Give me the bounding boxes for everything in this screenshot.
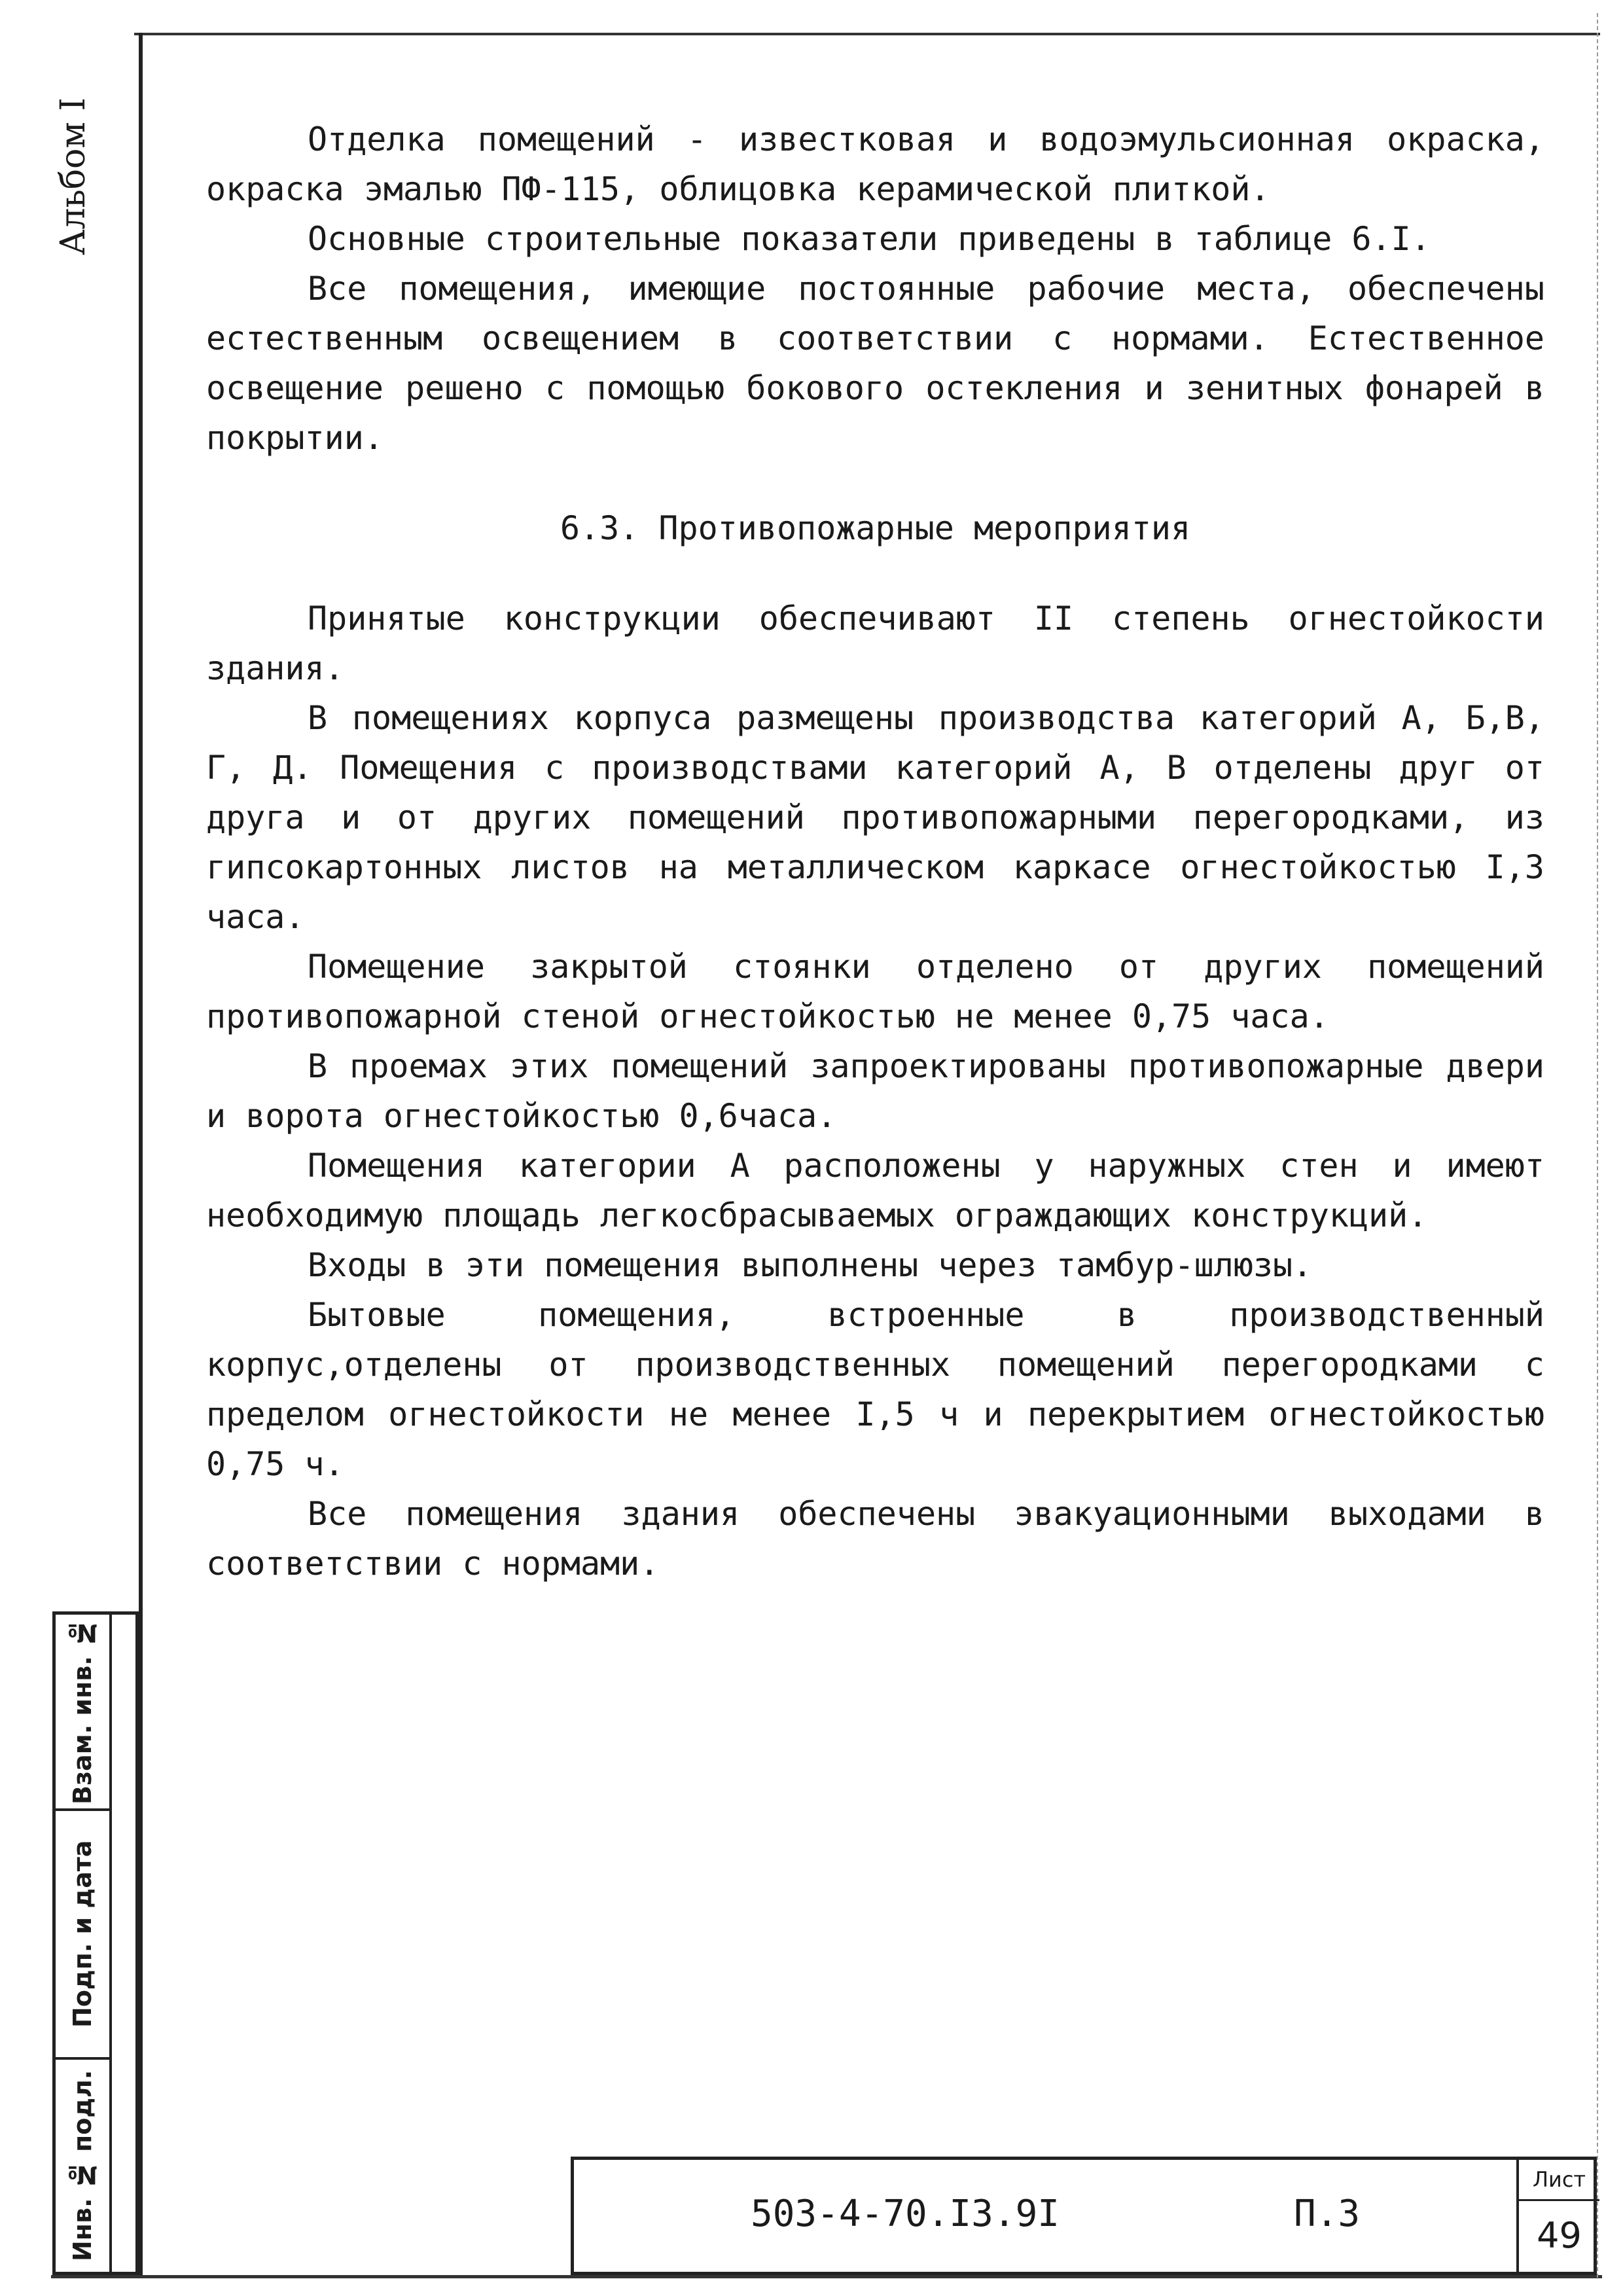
sheet-number: 49 [1537, 2215, 1582, 2256]
side-stamp-cell-vzam [56, 1615, 109, 1811]
sheet-box [1516, 2160, 1599, 2272]
album-label: Альбом I [54, 98, 93, 256]
paragraph: Принятые конструкции обеспечивают II степень огнестойкости здания. [206, 600, 1544, 687]
title-block [571, 2157, 1597, 2275]
document-body [206, 115, 1544, 1588]
paragraph: Бытовые помещения, встроенные в производственный корпус,отделены от производственных помещений перегородками с пределом огнестойкости не менее I,5 ч и перекрытием огнестойкостью 0,75 ч. [206, 1296, 1544, 1483]
side-stamp-divider [109, 1615, 112, 2272]
frame-right-edge [1597, 13, 1598, 2278]
side-stamp-podp-label: Подп. и дата [68, 1840, 97, 2028]
frame-top-line [134, 33, 1600, 35]
paragraph: Входы в эти помещения выполнены через тамбур-шлюзы. [308, 1246, 1313, 1284]
paragraph: Помещения категории А расположены у наружных стен и имеют необходимую площадь легкосбрасываемых ограждающих конструкций. [206, 1147, 1544, 1234]
side-stamp [52, 1611, 139, 2275]
side-stamp-cell-inv [56, 2060, 109, 2272]
paragraph: Отделка помещений - известковая и водоэмульсионная окраска, окраска эмалью ПФ-115, облицовка керамической плиткой. [206, 120, 1544, 208]
side-stamp-inv-label: Инв. № подл. [68, 2070, 97, 2262]
side-stamp-vzam-label: Взам. инв. № [68, 1619, 97, 1805]
paragraph: В проемах этих помещений запроектированы противопожарные двери и ворота огнестойкостью 0,6часа. [206, 1047, 1544, 1135]
frame-left-line [139, 33, 143, 2278]
document-code: 503-4-70.I3.9I [751, 2193, 1060, 2235]
section-heading: 6.3. Противопожарные мероприятия [560, 509, 1191, 547]
side-stamp-cell-podp [56, 1811, 109, 2060]
paragraph: Основные строительные показатели приведены в таблице 6.I. [308, 220, 1431, 258]
paragraph: Все помещения здания обеспечены эвакуационными выходами в соответствии с нормами. [206, 1495, 1544, 1583]
frame-bottom-line [51, 2275, 1602, 2278]
paragraph: Все помещения, имеющие постоянные рабочие места, обеспечены естественным освещением в соответствии с нормами. Естественное освещение решено с помощью бокового остекления и зенитных фонарей в покрытии. [206, 270, 1544, 457]
paragraph: Помещение закрытой стоянки отделено от других помещений противопожарной стеной огнестойкостью не менее 0,75 часа. [206, 948, 1544, 1035]
paragraph: В помещениях корпуса размещены производства категорий А, Б,В, Г, Д. Помещения с производствами категорий А, В отделены друг от друга и от других помещений противопожарными перегородками, из гипсокартонных листов на металлическом каркасе огнестойкостью I,3 часа. [206, 699, 1544, 936]
sheet-label: Лист [1519, 2160, 1599, 2201]
section-code: П.3 [1294, 2193, 1361, 2235]
